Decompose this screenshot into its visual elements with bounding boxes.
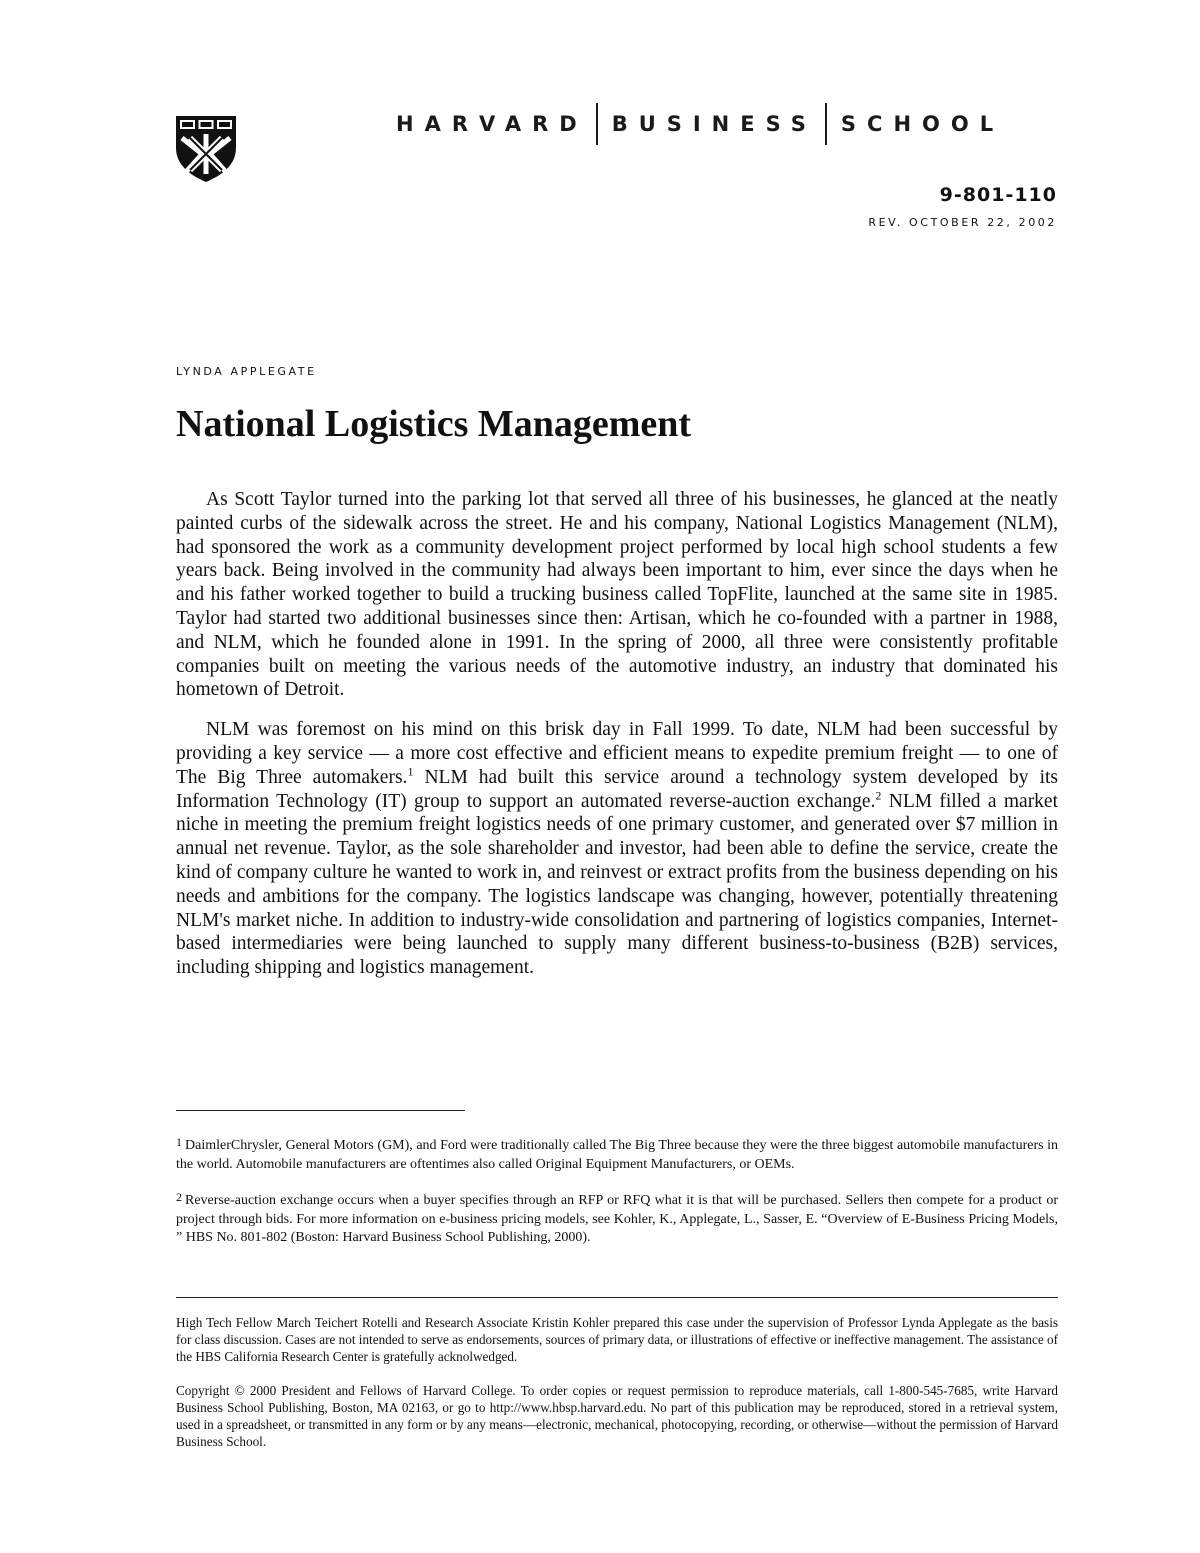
wordmark-business: BUSINESS [611,112,817,136]
footnote [176,1133,1058,1174]
author-name: LYNDA APPLEGATE [176,365,317,378]
harvard-business-school-wordmark [396,104,1060,144]
case-number: 9-801-110 [939,184,1057,206]
body-text [176,488,1058,996]
preparation-note: High Tech Fellow March Teichert Rotelli and Research Associate Kristin Kohler prepared this case under the supervision of Professor Lynda Applegate as the basis for class discussion. Cases are not intended to serve as endorsements, sources of primary data, or illustrations of effective or ineffective management. The assistance of the HBS California Research Center is gratefully acknolwedged. [176,1315,1058,1365]
paragraph-text: NLM had built this service around a technology system developed by its Information Technology (IT) group to support an automated reverse-auction exchange. [176,766,1058,812]
paragraph-text: NLM was foremost on his mind on this brisk day in Fall 1999. To date, NLM had been successful by providing a key service — a more cost effective and efficient means to expedite premium freight — to one of The Big Three automakers. [176,719,1058,788]
revision-date: REV. OCTOBER 22, 2002 [868,216,1057,229]
footnote-text: Reverse-auction exchange occurs when a buyer specifies through an RFP or RFQ what it is that will be purchased. Sellers then compete for a product or project through bids. For more information on e-business pricing models, see Kohler, K., Applegate, L., Sasser, E. “Overview of E-Business Pricing Models, ” HBS No. 801-802 (Boston: Harvard Business School Publishing, 2000). [176,1193,1058,1245]
credits-divider [176,1297,1058,1298]
footnote-reference: 2 [875,788,882,803]
footnote-number: 1 [176,1135,182,1149]
credits [176,1314,1058,1466]
footnote-number: 2 [176,1190,182,1204]
footnotes [176,1133,1058,1262]
wordmark-divider [825,103,827,145]
footnote-divider [176,1110,465,1111]
body-paragraph [176,718,1058,980]
hbs-shield-logo [174,114,238,184]
paragraph-text: NLM filled a market niche in meeting the premium freight logistics needs of one primary customer, and generated over $7 million in annual net revenue. Taylor, as the sole shareholder and investor, had been able to define the service, create the kind of company culture he wanted to work in, and reinvest or extract profits from the business depending on his needs and ambitions for the company. The logistics landscape was changing, however, potentially threatening NLM's market niche. In addition to industry-wide consolidation and partnering of logistics companies, Internet-based intermediaries were being launched to supply many different business-to-business (B2B) services, including shipping and logistics management. [176,790,1059,979]
wordmark-harvard: HARVARD [396,112,588,136]
wordmark-school: SCHOOL [840,112,1005,136]
footnote-reference: 1 [407,764,414,779]
copyright-notice: Copyright © 2000 President and Fellows of Harvard College. To order copies or request permission to reproduce materials, call 1-800-545-7685, write Harvard Business School Publishing, Boston, MA 02163, or go to http://www.hbsp.harvard.edu. No part of this publication may be reproduced, stored in a retrieval system, used in a spreadsheet, or transmitted in any form or by any means—electronic, mechanical, photocopying, recording, or otherwise—without the permission of Harvard Business School. [176,1382,1058,1450]
body-paragraph: As Scott Taylor turned into the parking lot that served all three of his businesses, he glanced at the neatly painted curbs of the sidewalk across the street. He and his company, National Logistics Management (NLM), had sponsored the work as a community development project performed by local high school students a few years back. Being involved in the community had always been important to him, ever since the days when he and his father worked together to build a trucking business called TopFlite, launched at the same site in 1985. Taylor had started two additional businesses since then: Artisan, which he co-founded with a partner in 1988, and NLM, which he founded alone in 1991. In the spring of 2000, all three were consistently profitable companies built on meeting the various needs of the automotive industry, an industry that dominated his hometown of Detroit. [176,489,1058,701]
wordmark-divider [596,103,598,145]
footnote [176,1188,1058,1248]
document-title: National Logistics Management [176,403,692,445]
footnote-text: DaimlerChrysler, General Motors (GM), and Ford were traditionally called The Big Three because they were the three biggest automobile manufacturers in the world. Automobile manufacturers are oftentimes also called Original Equipment Manufacturers, or OEMs. [176,1138,1058,1172]
